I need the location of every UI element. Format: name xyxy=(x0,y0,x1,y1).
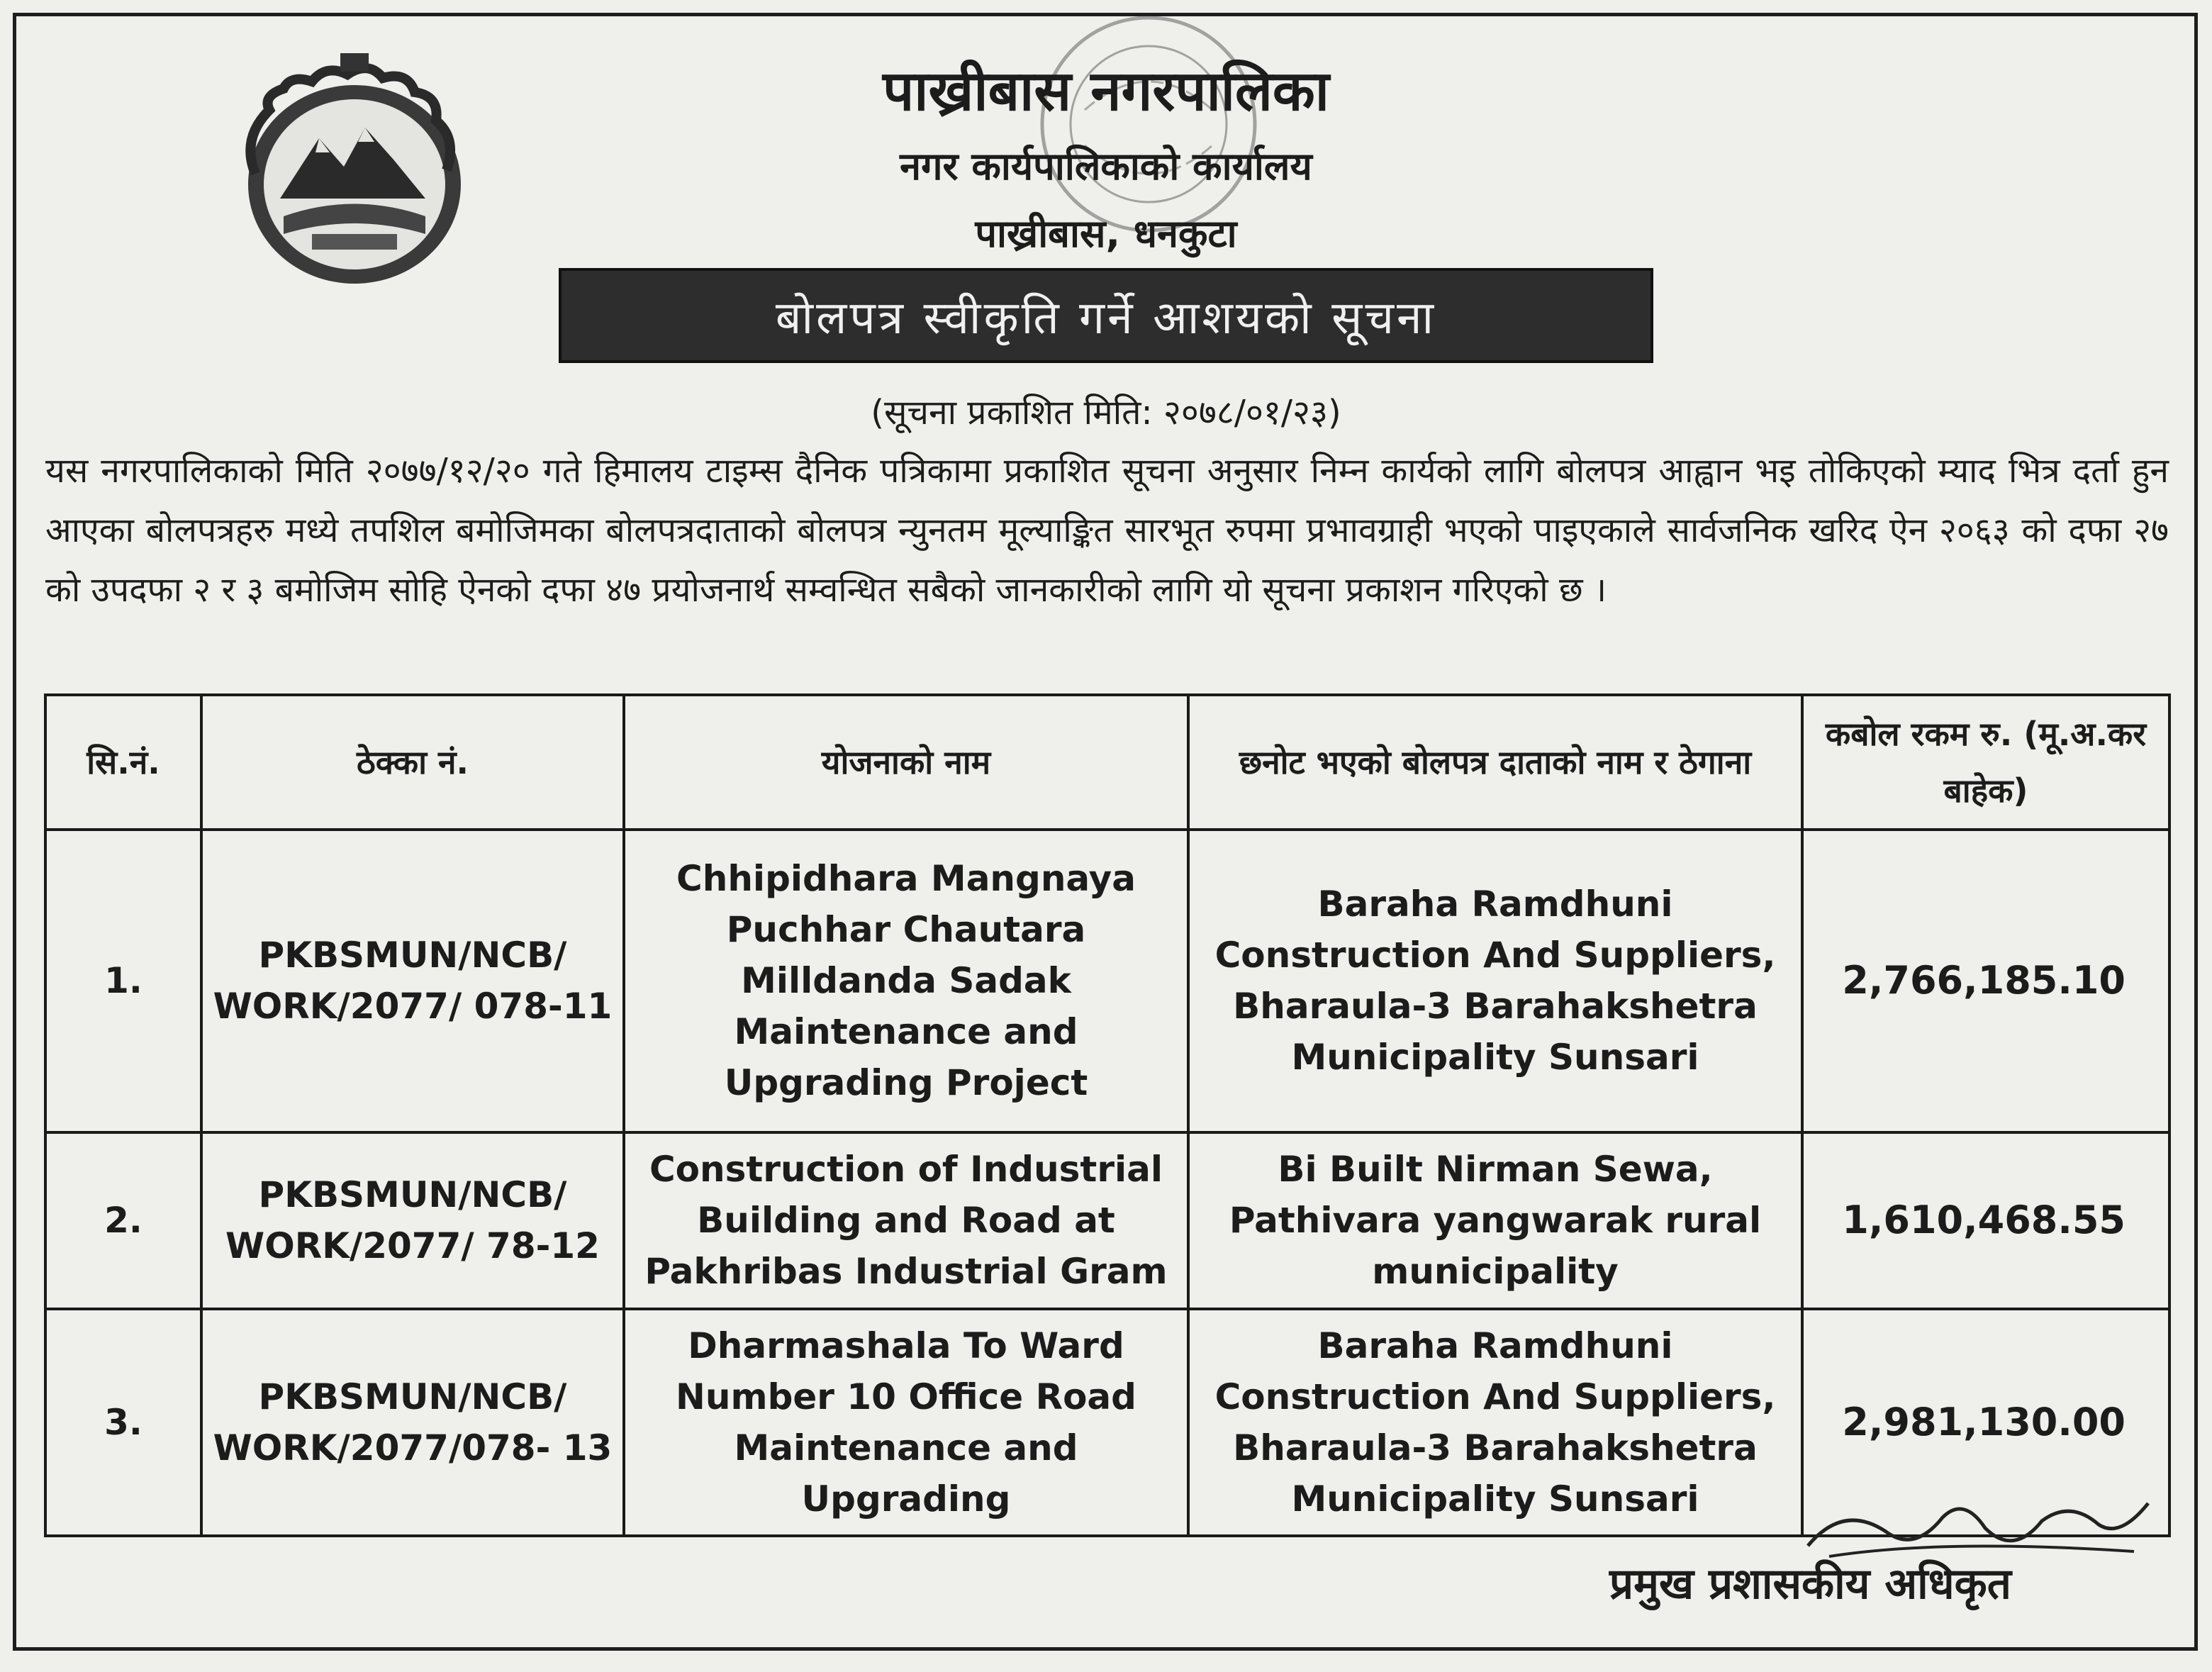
table-row xyxy=(45,1132,2169,1309)
header-serial-no: सि.नं. xyxy=(45,695,201,830)
row-amount: 2,981,130.00 xyxy=(1802,1309,2169,1536)
row-project-name: Construction of Industrial Building and Road at Pakhribas Industrial Gram xyxy=(624,1132,1188,1309)
row-contract-no: PKBSMUN/NCB/ WORK/2077/078- 13 xyxy=(201,1309,624,1536)
office-name: नगर कार्यपालिकाको कार्यालय xyxy=(900,144,1312,189)
row-serial-no: 3. xyxy=(45,1309,201,1536)
header-amount: कबोल रकम रु. (मू.अ.कर बाहेक) xyxy=(1802,695,2169,830)
row-bidder: Baraha Ramdhuni Construction And Suppliers, Bharaula-3 Barahakshetra Municipality Sunsari xyxy=(1188,1309,1802,1536)
table-row xyxy=(45,830,2169,1132)
row-bidder: Baraha Ramdhuni Construction And Suppliers, Bharaula-3 Barahakshetra Municipality Sunsari xyxy=(1188,830,1802,1132)
notice-title-band xyxy=(559,268,1653,363)
header-bidder: छनोट भएको बोलपत्र दाताको नाम र ठेगाना xyxy=(1188,695,1802,830)
header-project-name: योजनाको नाम xyxy=(624,695,1188,830)
header-contract-no: ठेक्का नं. xyxy=(201,695,624,830)
row-contract-no: PKBSMUN/NCB/ WORK/2077/ 078-11 xyxy=(201,830,624,1132)
organization-name: पाख्रीबास नगरपालिका xyxy=(882,60,1330,123)
row-amount: 1,610,468.55 xyxy=(1802,1132,2169,1309)
row-serial-no: 2. xyxy=(45,1132,201,1309)
row-bidder: Bi Built Nirman Sewa, Pathivara yangwarak rural municipality xyxy=(1188,1132,1802,1309)
row-project-name: Chhipidhara Mangnaya Puchhar Chautara Milldanda Sadak Maintenance and Upgrading Project xyxy=(624,830,1188,1132)
table-header-row xyxy=(45,695,2169,830)
row-amount: 2,766,185.10 xyxy=(1802,830,2169,1132)
signer-title: प्रमुख प्रशासकीय अधिकृत xyxy=(1609,1559,2011,1609)
published-date: (सूचना प्रकाशित मिति: २०७८/०१/२३) xyxy=(871,393,1341,433)
row-contract-no: PKBSMUN/NCB/ WORK/2077/ 78-12 xyxy=(201,1132,624,1309)
row-project-name: Dharmashala To Ward Number 10 Office Road Maintenance and Upgrading xyxy=(624,1309,1188,1536)
tender-table xyxy=(44,693,2171,1537)
notice-title: बोलपत्र स्वीकृति गर्ने आशयको सूचना xyxy=(775,291,1437,345)
row-serial-no: 1. xyxy=(45,830,201,1132)
office-location: पाख्रीबास, धनकुटा xyxy=(975,211,1237,256)
notice-body: यस नगरपालिकाको मिति २०७७/१२/२० गते हिमालय टाइम्स दैनिक पत्रिकामा प्रकाशित सूचना अनुसार निम्न कार्यको लागि बोलपत्र आह्वान भइ तोकिएको म्याद भित्र दर्ता हुन आएका बोलपत्रहरु मध्ये तपशिल बमोजिमका बोलपत्रदाताको बोलपत्र न्युनतम मूल्याङ्कित सारभूत रुपमा प्रभावग्राही भएको पाइएकाले सार्वजनिक खरिद ऐन २०६३ को दफा २७ को उपदफा २ र ३ बमोजिम सोहि ऐनको दफा ४७ प्रयोजनार्थ सम्वन्धित सबैको जानकारीको लागि यो सूचना प्रकाशन गरिएको छ । xyxy=(45,451,2169,610)
